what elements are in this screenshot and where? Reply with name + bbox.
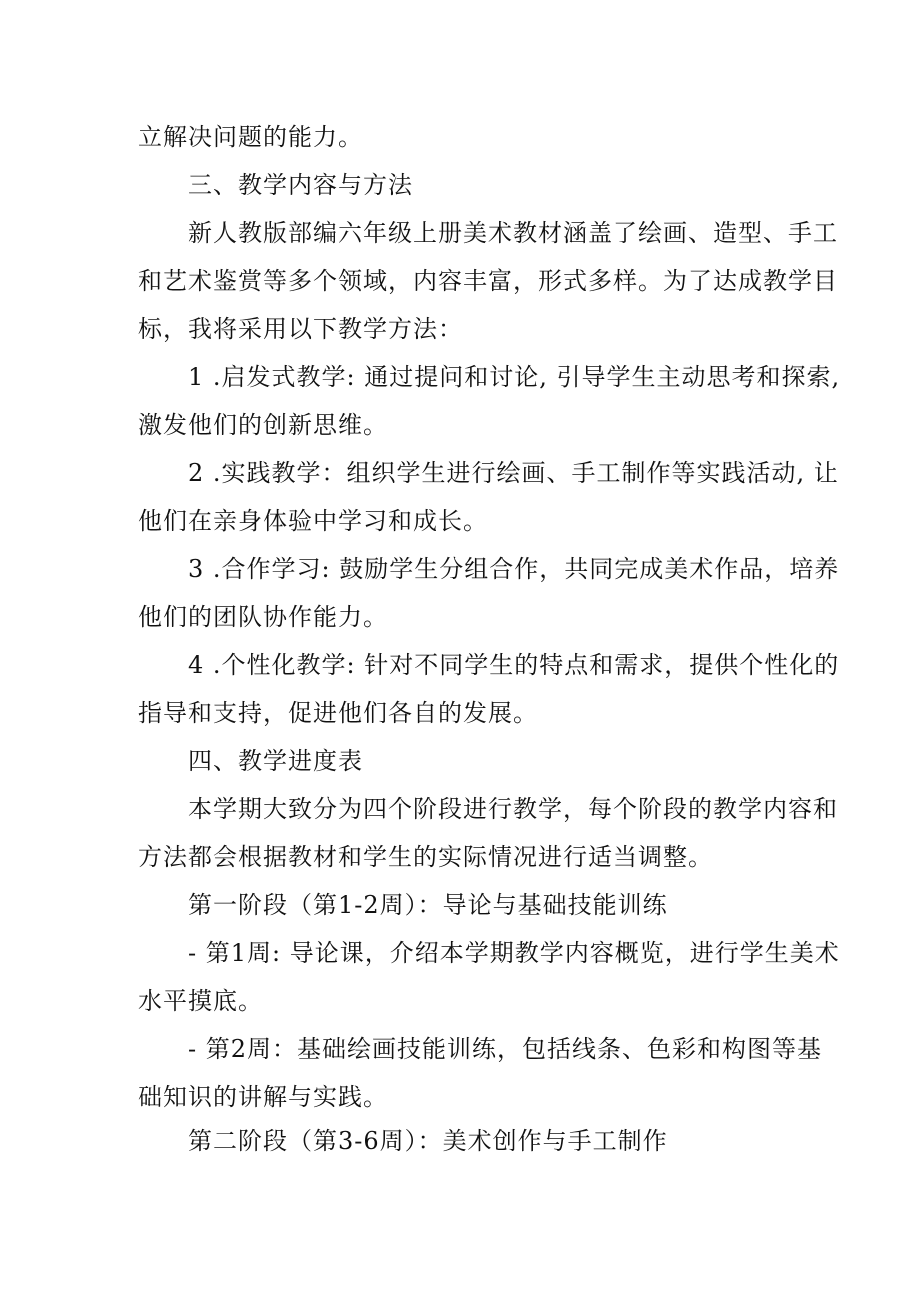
paragraph-line: 方法都会根据教材和学生的实际情况进行适当调整。: [138, 843, 713, 871]
list-item-line: 指导和支持，促进他们各自的发展。: [138, 699, 538, 727]
paragraph-line: 标，我将采用以下教学方法：: [138, 315, 463, 343]
list-item-line: 他们的团队协作能力。: [138, 603, 388, 631]
list-item-line: 2 .实践教学：组织学生进行绘画、手工制作等实践活动, 让: [188, 459, 839, 487]
list-item-line: 4 .个性化教学: 针对不同学生的特点和需求，提供个性化的: [188, 651, 840, 679]
schedule-item-line: - 第1周: 导论课，介绍本学期教学内容概览，进行学生美术: [188, 939, 840, 967]
schedule-item-line: 础知识的讲解与实践。: [138, 1083, 388, 1111]
list-item-line: 1 .启发式教学: 通过提问和讨论, 引导学生主动思考和探索,: [188, 363, 841, 391]
schedule-item-line: - 第2周：基础绘画技能训练，包括线条、色彩和构图等基: [188, 1035, 823, 1063]
paragraph-line: 本学期大致分为四个阶段进行教学，每个阶段的教学内容和: [188, 795, 838, 823]
list-item-line: 激发他们的创新思维。: [138, 411, 388, 439]
stage-heading-2: 第二阶段（第3-6周）：美术创作与手工制作: [188, 1127, 668, 1155]
schedule-item-line: 水平摸底。: [138, 987, 263, 1015]
list-item-line: 他们在亲身体验中学习和成长。: [138, 507, 488, 535]
paragraph-line: 新人教版部编六年级上册美术教材涵盖了绘画、造型、手工: [188, 219, 838, 247]
section-heading-schedule: 四、教学进度表: [188, 747, 363, 775]
paragraph-line: 立解决问题的能力。: [138, 123, 363, 151]
stage-heading-1: 第一阶段（第1-2周）：导论与基础技能训练: [188, 891, 668, 919]
paragraph-line: 和艺术鉴赏等多个领域，内容丰富，形式多样。为了达成教学目: [138, 267, 838, 295]
list-item-line: 3 .合作学习: 鼓励学生分组合作，共同完成美术作品，培养: [188, 555, 840, 583]
section-heading-content-methods: 三、教学内容与方法: [188, 171, 413, 199]
